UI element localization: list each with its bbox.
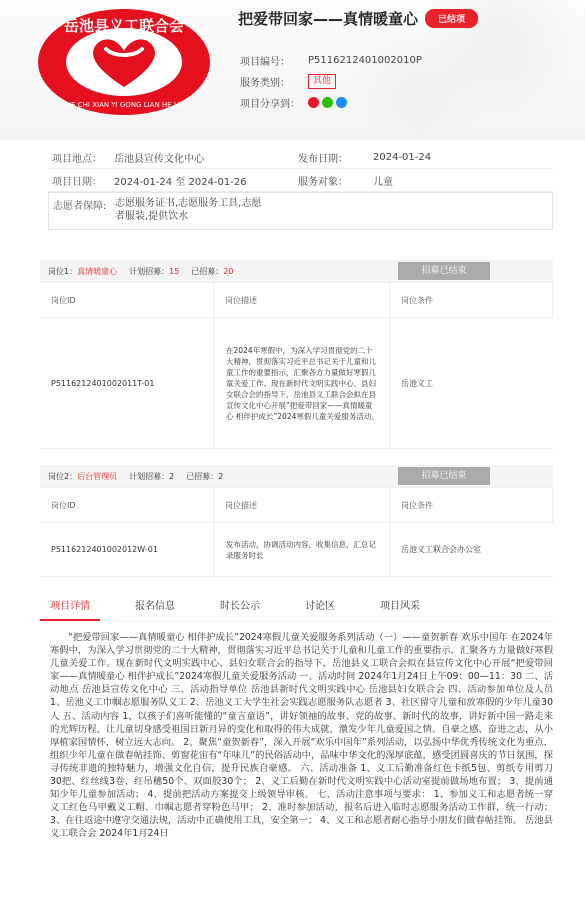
position-1-desc: 在2024年寒假中，为深入学习贯彻党的二十大精神，贯彻落实习近平总书记关于儿童和儿童工作的重要指示，汇聚各方力量做好寒假儿童关爱工作。现在新时代文明实践中心、县妇女联合会的指导下，岳池县义工联合会拟在县宣传文化中心开展“把爱带回家——真情暖童心 相伴护成长”2024寒假儿童关爱服务活动。 [214,318,390,449]
date-label: 项目日期： [52,176,102,188]
position-2-desc: 发布活动，协调活动内容，收集信息，汇总记录服务时长 [214,523,390,577]
info-row-date [48,169,553,192]
info-row-guarantee [48,192,553,230]
project-info [48,146,553,230]
project-number-row [240,50,422,71]
tab-discussion[interactable]: 讨论区 [305,601,335,612]
position-1-plan: 计划招募：15 [129,266,180,276]
tab-hours-public[interactable]: 时长公示 [220,601,260,612]
share-row [240,92,422,113]
project-meta [240,50,422,113]
target-value: 儿童 [373,176,393,188]
position-1-closed-button[interactable]: 招募已结束 [398,262,490,280]
target-label: 服务对象： [298,176,348,188]
col-header-desc: 岗位描述 [214,283,390,318]
category-label: 服务类别： [240,78,290,89]
project-number: P5116212401002010P [308,55,422,66]
position-1-recruited: 已招募：20 [191,266,234,276]
category-tag: 其他 [308,74,336,89]
position-2-title: 岗位2：后台管理员 [48,471,118,481]
position-2-plan: 计划招募：2 [129,471,175,481]
col-header-desc: 岗位描述 [214,488,390,523]
qq-icon[interactable] [336,97,347,108]
position-1-title: 岗位1：真情暖童心 [48,266,118,276]
position-2-recruited: 已招募：2 [186,471,224,481]
info-row-location [48,146,553,169]
share-icons [308,97,347,108]
position-2-closed-button[interactable]: 招募已结束 [398,467,490,485]
position-2-id: P5116212401002012W-01 [40,523,214,577]
federation-logo [36,7,212,117]
col-header-id: 岗位ID [40,283,214,318]
wechat-icon[interactable] [322,97,333,108]
tab-signup-info[interactable]: 报名信息 [135,601,175,612]
status-badge: 已结项 [425,9,478,28]
col-header-cond: 岗位条件 [390,488,553,523]
location-label: 项目地点： [52,153,102,165]
position-2-header [40,465,553,487]
tab-gallery[interactable]: 项目风采 [380,601,420,612]
position-2-cond: 岳池义工联合会办公室 [390,523,553,577]
col-header-cond: 岗位条件 [390,283,553,318]
project-detail-text: “把爱带回家——真情暖童心 相伴护成长”2024寒假儿童关爱服务系列活动（一）——童贺新春 欢乐中国年 在2024年寒假中，为深入学习贯彻党的二十大精神，贯彻落实习近平总书记关于儿童和儿童工作的重要指示，汇聚各方力量做好寒假儿童关爱工作。现在新时代文明实践中心、县妇女联合会的指导下，岳池县义工联合会拟在县宣传文化中心开展“把爱带回家——真情暖童心 相伴护成长”2024寒假儿童关爱服务活动 一、活动时间 2024年1月24日上午09：00—11：30 二、活动地点 岳池县宣传文化中心 三、活动指导单位 岳池县新时代文明实践中心 岳池县妇女联合会 四、活动参加单位及人员 1、岳池义工巾帼志愿服务队义工 2、岳池义工大学生社会实践志愿服务队志愿者 3、社区留守儿童和放寒假的少年儿童30人 五、活动内容 1、以孩子们喜听能懂的“童言童语”，讲好领袖的故事、党的故事、新时代的故事，讲好新中国一路走来的光辉历程，让儿童切身感受祖国日新月异的变化和取得的伟大成就，激发少年儿童爱国之情、自豪之感、奋进之志，从小厚植家国情怀，树立远大志向。 2、聚焦“童贺新春”，深入开展“欢乐中国年”系列活动，以弘扬中华优秀传统文化为重点，组织少年儿童在做春帖挂饰、剪窗花宙有“年味儿”的民俗活动中，品味中华文化的深厚底蕴，感受团圆喜庆的节日氛围，探寻传统非遗的独特魅力，增强文化自信，提升民族自豪感。 六、活动准备 1、义工后勤准备红色卡纸5包、剪纸专用剪刀30把、红丝线3卷、红吊穗50个、双面胶30个； 2、义工后勤在新时代文明实践中心活动室提前做场地布置； 3、提前通知少年儿童参加活动； 4、提前把活动方案提交上级领导审核。 七、活动注意事项与要求： 1、参加义工和志愿者统一穿义工红色马甲戴义工帽、巾帼志愿者穿粉色马甲； 2、准时参加活动，报名后进入临时志愿服务活动工作群，统一行动； 3、在往返途中遵守交通法规，活动中正确使用工具，安全第一； 4、义工和志愿者耐心指导小朋友们做春帖挂饰。 岳池县义工联合会 2024年1月24日 [50,632,553,840]
project-number-label: 项目编号： [240,57,290,68]
position-1-cond: 岳池义工 [390,318,553,449]
position-1-id: P5116212401002011T-01 [40,318,214,449]
guarantee-value: 志愿服务证书,志愿服务工具,志愿者服装,提供饮水 [115,198,262,222]
category-row [240,71,422,92]
col-header-id: 岗位ID [40,488,214,523]
title-row [238,8,478,29]
position-1-header [40,260,553,282]
publish-value: 2024-01-24 [373,151,432,163]
position-2 [40,465,553,577]
project-header [0,0,585,140]
page-title: 把爱带回家——真情暖童心 [238,10,419,28]
logo-pinyin: YUE CHI XIAN YI GONG LIAN HE HUI [61,101,187,109]
detail-tabs [40,597,553,621]
publish-label: 发布日期： [298,153,348,165]
share-label: 项目分享到： [240,99,300,110]
position-1 [40,260,553,449]
logo-text: 岳池县义工联合会 [63,17,185,35]
date-value: 2024-01-24 至 2024-01-26 [114,176,247,188]
position-1-table [40,282,553,449]
tab-project-detail[interactable]: 项目详情 [40,597,100,621]
weibo-icon[interactable] [308,97,319,108]
location-value: 岳池县宣传文化中心 [114,153,204,165]
guarantee-label: 志愿者保障: [53,201,107,212]
position-2-table [40,487,553,577]
